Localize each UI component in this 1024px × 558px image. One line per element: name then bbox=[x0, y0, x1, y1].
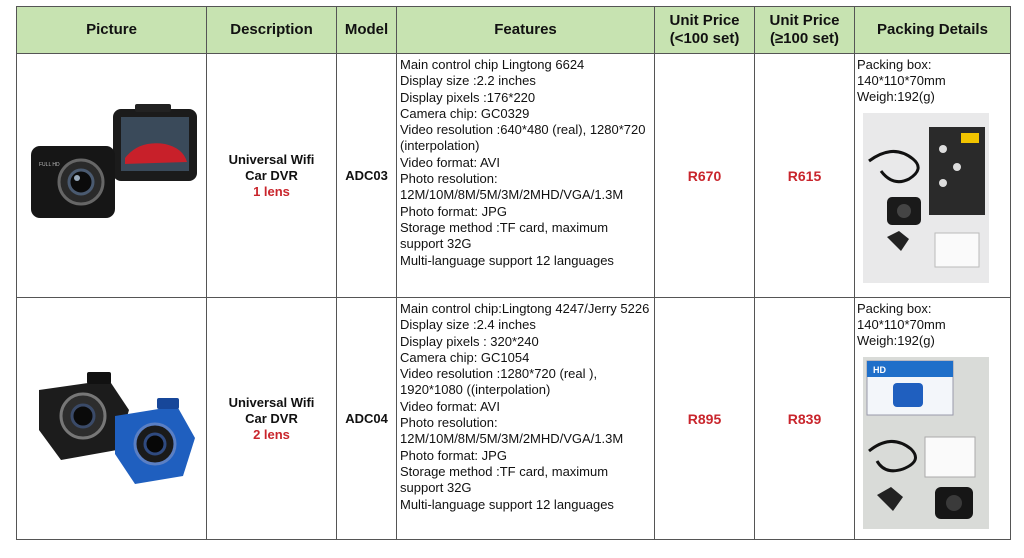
lens-inner bbox=[72, 405, 94, 427]
feature-item: Camera chip: GC0329 bbox=[400, 105, 530, 121]
header-description: Description bbox=[207, 7, 337, 54]
mount-clip bbox=[135, 104, 171, 112]
product-description bbox=[207, 298, 337, 540]
feature-item: Display size :2.2 inches bbox=[400, 73, 536, 89]
header-unit-price-ge100 bbox=[755, 7, 855, 54]
unit-price-ge100: R615 bbox=[755, 54, 855, 298]
package-contents-photo bbox=[863, 113, 989, 283]
product-spec-table bbox=[16, 6, 1011, 540]
feature-item: Multi-language support 12 languages bbox=[400, 496, 614, 512]
dashcam-single-lens-image bbox=[17, 54, 205, 292]
header-packing-details: Packing Details bbox=[855, 7, 1011, 54]
product-picture-cell bbox=[17, 298, 207, 540]
feature-item: Photo format: JPG bbox=[400, 203, 507, 219]
product-features bbox=[397, 298, 655, 540]
package-contents-photo bbox=[863, 357, 989, 529]
packing-box-dims: 140*110*70mm bbox=[857, 73, 946, 88]
feature-item: Storage method :TF card, maximum support 32G bbox=[400, 219, 609, 252]
box-graphic bbox=[939, 145, 947, 153]
feature-item: Display size :2.4 inches bbox=[400, 317, 536, 333]
box-graphic bbox=[953, 163, 961, 171]
feature-item: Photo format: JPG bbox=[400, 447, 507, 463]
header-picture: Picture bbox=[17, 7, 207, 54]
feature-item: Main control chip:Lingtong 4247/Jerry 5226 bbox=[400, 301, 650, 316]
lens-count: 1 lens bbox=[253, 183, 290, 199]
header-unit-price-ge100-line2: (≥100 set) bbox=[769, 30, 840, 47]
packing-box-dims: 140*110*70mm bbox=[857, 317, 946, 332]
packing-weight: Weigh:192(g) bbox=[857, 89, 935, 104]
feature-item: Main control chip Lingtong 6624 bbox=[400, 57, 585, 72]
feature-item: Display pixels : 320*240 bbox=[400, 333, 539, 349]
feature-item: Camera chip: GC1054 bbox=[400, 349, 530, 365]
unit-price-lt100: R895 bbox=[655, 298, 755, 540]
product-model: ADC04 bbox=[337, 298, 397, 540]
feature-item: Storage method :TF card, maximum support 32G bbox=[400, 463, 609, 496]
unit-lens bbox=[946, 495, 962, 511]
dashcam-dual-color-image bbox=[17, 298, 205, 534]
unit-price-ge100: R839 bbox=[755, 298, 855, 540]
mount-clip bbox=[87, 372, 111, 384]
packing-details bbox=[855, 298, 1011, 540]
product-features bbox=[397, 54, 655, 298]
box-graphic bbox=[939, 179, 947, 187]
description-line-1: Universal Wifi bbox=[228, 394, 315, 410]
manual-sheet bbox=[925, 437, 975, 477]
header-unit-price-lt100-line2: (<100 set) bbox=[669, 30, 740, 47]
feature-item: Video resolution :640*480 (real), 1280*720 (interpolation) bbox=[400, 122, 646, 154]
unit-price-lt100: R670 bbox=[655, 54, 755, 298]
box-graphic bbox=[893, 383, 923, 407]
header-model: Model bbox=[337, 7, 397, 54]
packing-details bbox=[855, 54, 1011, 298]
feature-item: Display pixels :176*220 bbox=[400, 89, 536, 105]
header-unit-price-lt100 bbox=[655, 7, 755, 54]
feature-item: Video resolution :1280*720 (real ), 1920*1080 ((interpolation) bbox=[400, 366, 598, 398]
table-row bbox=[17, 298, 1011, 540]
box-label bbox=[961, 133, 979, 143]
feature-item: Video format: AVI bbox=[400, 398, 500, 414]
lens-count: 2 lens bbox=[253, 426, 290, 442]
lens-inner bbox=[145, 434, 165, 454]
product-model: ADC03 bbox=[337, 54, 397, 298]
feature-item: Video format: AVI bbox=[400, 154, 500, 170]
feature-item: Photo resolution: 12M/10M/8M/5M/3M/2MHD/VGA/1.3M bbox=[400, 171, 624, 203]
description-line-2: Car DVR bbox=[245, 167, 298, 183]
packing-box-label: Packing box: bbox=[857, 57, 932, 72]
unit-lens bbox=[897, 204, 911, 218]
packing-weight: Weigh:192(g) bbox=[857, 333, 935, 348]
feature-item: Photo resolution: 12M/10M/8M/5M/3M/2MHD/VGA/1.3M bbox=[400, 415, 624, 447]
header-unit-price-lt100-line1: Unit Price bbox=[669, 12, 740, 29]
table-row bbox=[17, 54, 1011, 298]
manual-sheet bbox=[935, 233, 979, 267]
mount-clip bbox=[157, 398, 179, 409]
lens-inner bbox=[69, 170, 93, 194]
lens-glare bbox=[74, 175, 80, 181]
product-picture-cell bbox=[17, 54, 207, 298]
header-features: Features bbox=[397, 7, 655, 54]
feature-item: Multi-language support 12 languages bbox=[400, 252, 614, 268]
header-row bbox=[17, 7, 1011, 54]
box-hd-label: HD bbox=[873, 365, 886, 375]
dashcam-logo-text: FULL HD bbox=[39, 162, 60, 168]
packing-box-label: Packing box: bbox=[857, 301, 932, 316]
description-line-1: Universal Wifi bbox=[228, 151, 315, 167]
product-description bbox=[207, 54, 337, 298]
description-line-2: Car DVR bbox=[245, 410, 298, 426]
header-unit-price-ge100-line1: Unit Price bbox=[769, 12, 840, 29]
